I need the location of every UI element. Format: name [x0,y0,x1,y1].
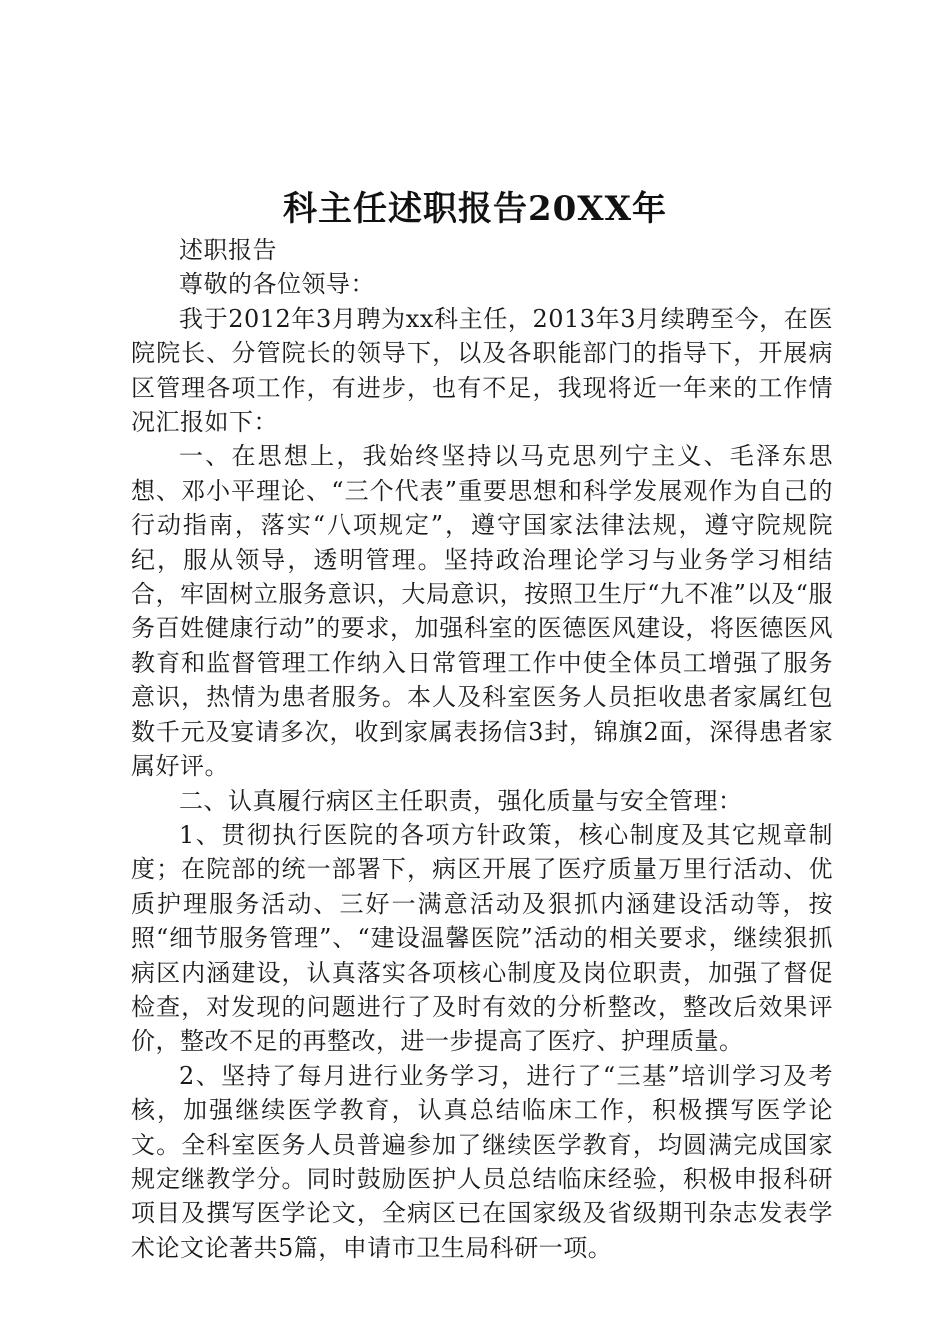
paragraph-section-one: 一、在思想上，我始终坚持以马克思列宁主义、毛泽东思想、邓小平理论、“三个代表”重要思想和科学发展观作为自己的行动指南，落实“八项规定”，遵守国家法律法规，遵守院规院纪，服从领导，透明管理。坚持政治理论学习与业务学习相结合，牢固树立服务意识，大局意识，按照卫生厅“九不准”以及“服务百姓健康行动”的要求，加强科室的医德医风建设，将医德医风教育和监督管理工作纳入日常管理工作中使全体员工增强了服务意识，热情为患者服务。本人及科室医务人员拒收患者家属红包数千元及宴请多次，收到家属表扬信3封，锦旗2面，深得患者家属好评。 [131,442,833,781]
paragraph-heading: 述职报告 [179,236,277,264]
document-title: 科主任述职报告20XX年 [282,189,668,229]
document-body [131,233,833,1265]
paragraph-intro: 我于2012年3月聘为xx科主任，2013年3月续聘至今，在医院院长、分管院长的领导下，以及各职能部门的指导下，开展病区管理各项工作，有进步，也有不足，我现将近一年来的工作情况汇报如下： [131,304,833,437]
paragraph-item-one: 1、贯彻执行医院的各项方针政策，核心制度及其它规章制度；在院部的统一部署下，病区开展了医疗质量万里行活动、优质护理服务活动、三好一满意活动及狠抓内涵建设活动等，按照“细节服务管理”、“建设温馨医院”活动的相关要求，继续狠抓病区内涵建设，认真落实各项核心制度及岗位职责，加强了督促检查，对发现的问题进行了及时有效的分析整改，整改后效果评价，整改不足的再整改，进一步提高了医疗、护理质量。 [131,820,833,1056]
paragraph-section-two-heading: 二、认真履行病区主任职责，强化质量与安全管理： [179,786,743,815]
paragraph-salutation: 尊敬的各位领导： [179,270,375,299]
paragraph-item-two: 2、坚持了每月进行业务学习，进行了“三基”培训学习及考核，加强继续医学教育，认真总结临床工作，积极撰写医学论文。全科室医务人员普遍参加了继续医学教育，均圆满完成国家规定继教学分。同时鼓励医护人员总结临床经验，积极申报科研项目及撰写医学论文，全病区已在国家级及省级期刊杂志发表学术论文论著共5篇，申请市卫生局科研一项。 [131,1061,833,1262]
